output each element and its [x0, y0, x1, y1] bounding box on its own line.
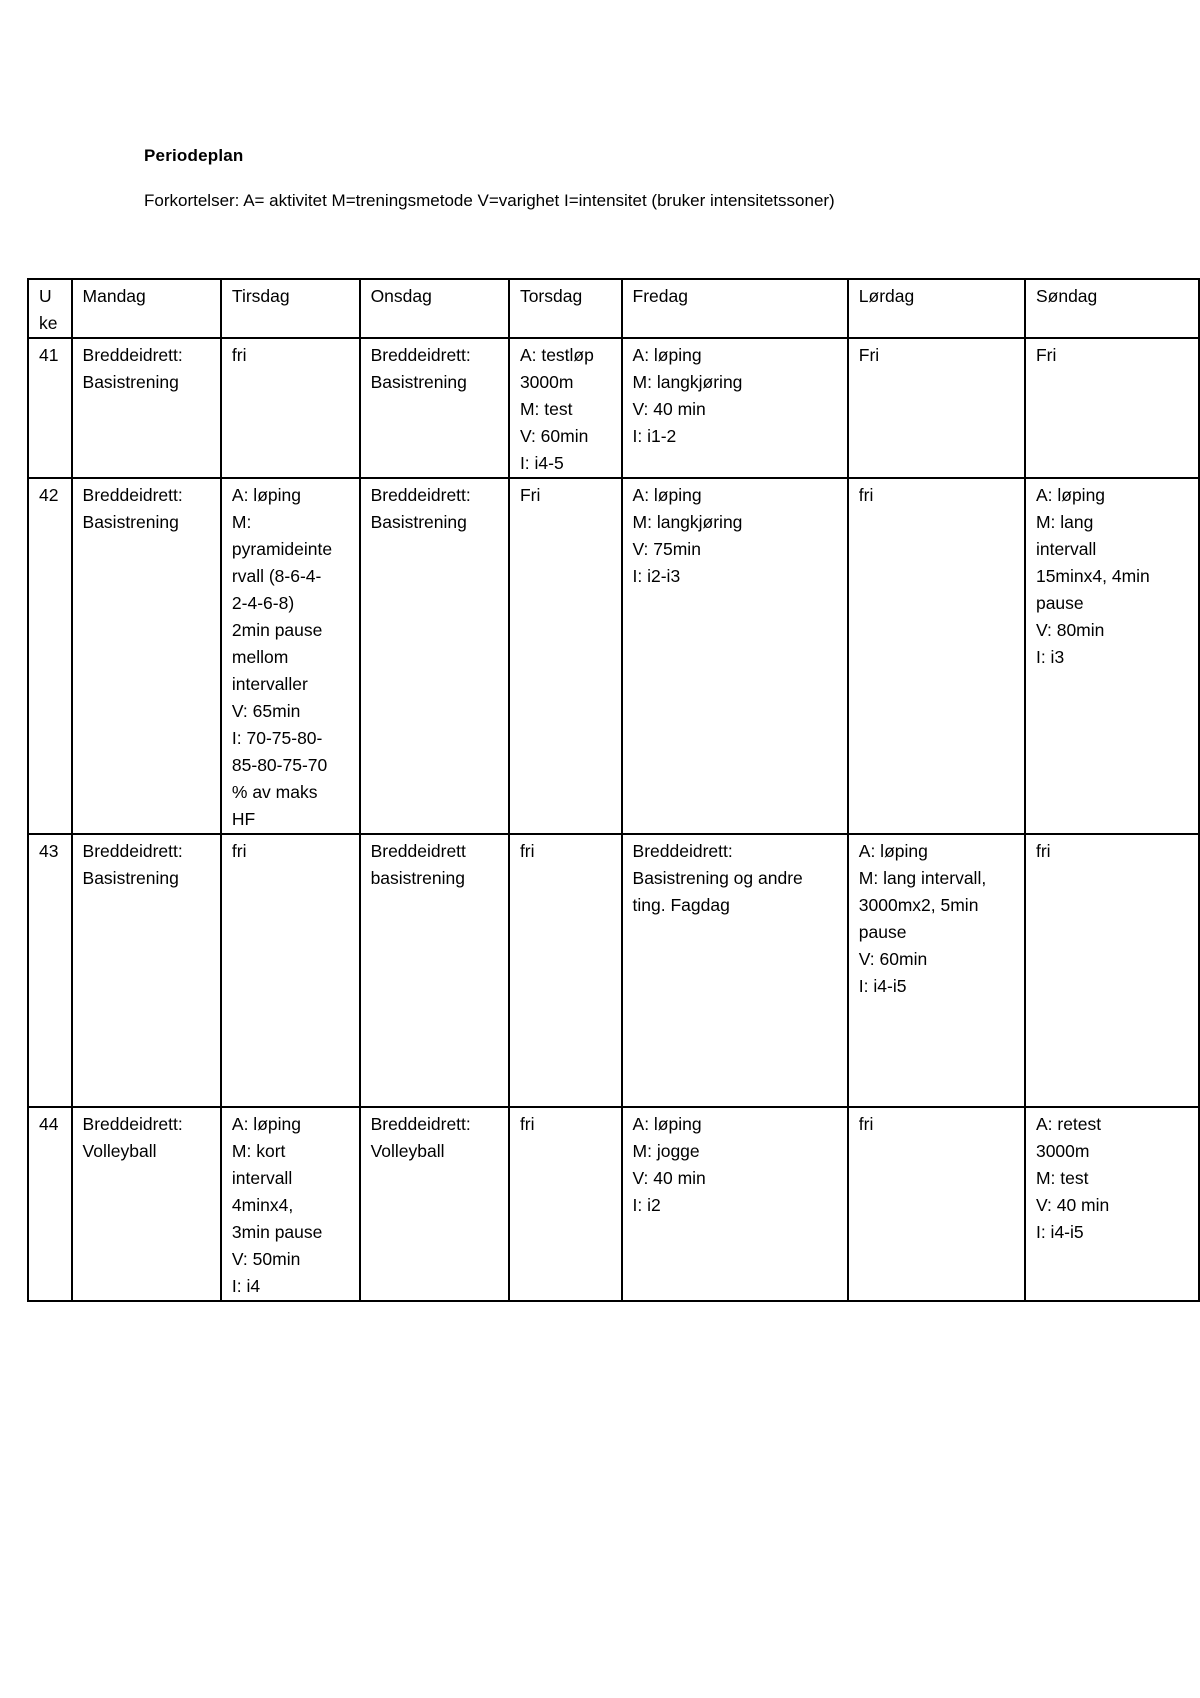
cell-wednesday	[360, 1107, 509, 1301]
cell-line: ting. Fagdag	[632, 895, 730, 915]
cell-line: Breddeidrett	[370, 841, 466, 861]
cell-wednesday	[360, 834, 509, 1107]
cell-line: A: løping	[231, 1114, 301, 1134]
cell-line: I: i2-i3	[632, 566, 681, 586]
cell-thursday	[509, 1107, 622, 1301]
cell-saturday	[848, 338, 1025, 478]
cell-line: intervaller	[231, 674, 308, 694]
table-row	[28, 834, 1199, 1107]
cell-line: V: 75min	[632, 539, 701, 559]
cell-line: A: løping	[632, 345, 702, 365]
cell-friday	[622, 478, 848, 834]
cell-line: M: jogge	[632, 1141, 700, 1161]
cell-line: V: 50min	[231, 1249, 301, 1269]
cell-line: V: 40 min	[632, 399, 706, 419]
cell-line: Fri	[858, 345, 880, 365]
cell-line: A: løping	[231, 485, 301, 505]
cell-line: Fri	[1035, 345, 1057, 365]
period-plan-table	[27, 278, 1200, 1302]
cell-line: fri	[231, 345, 247, 365]
cell-line: intervall	[231, 1168, 293, 1188]
cell-line: rvall (8-6-4-	[231, 566, 322, 586]
cell-line: A: løping	[632, 1114, 702, 1134]
cell-line: Breddeidrett:	[370, 485, 471, 505]
cell-line: Volleyball	[82, 1141, 157, 1161]
week-number: 44	[39, 1114, 59, 1134]
day-label: Søndag	[1035, 286, 1098, 306]
header-cell-wednesday	[360, 279, 509, 338]
cell-tuesday	[221, 1107, 360, 1301]
header-cell-saturday	[848, 279, 1025, 338]
week-number-cell	[28, 478, 72, 834]
cell-line: A: retest	[1035, 1114, 1102, 1134]
cell-line: 3000mx2, 5min	[858, 895, 979, 915]
week-number-cell	[28, 1107, 72, 1301]
header-row	[28, 279, 1199, 338]
cell-line: 15minx4, 4min	[1035, 566, 1150, 586]
cell-line: Breddeidrett:	[82, 485, 183, 505]
cell-line: V: 60min	[858, 949, 928, 969]
cell-friday	[622, 338, 848, 478]
cell-line: Breddeidrett:	[82, 345, 183, 365]
cell-line: I: i4	[231, 1276, 261, 1296]
cell-line: HF	[231, 809, 256, 829]
cell-line: 2min pause	[231, 620, 323, 640]
cell-line: Breddeidrett:	[370, 1114, 471, 1134]
cell-line: fri	[519, 841, 535, 861]
cell-line: M:	[231, 512, 252, 532]
cell-line: V: 60min	[519, 426, 589, 446]
header-cell-week	[28, 279, 72, 338]
cell-thursday	[509, 834, 622, 1107]
cell-monday	[72, 478, 221, 834]
cell-line: Breddeidrett:	[82, 1114, 183, 1134]
cell-line: fri	[519, 1114, 535, 1134]
cell-tuesday	[221, 834, 360, 1107]
cell-line: mellom	[231, 647, 289, 667]
cell-line: M: kort	[231, 1141, 286, 1161]
cell-line: fri	[858, 485, 874, 505]
cell-monday	[72, 338, 221, 478]
header-cell-monday	[72, 279, 221, 338]
cell-line: intervall	[1035, 539, 1097, 559]
cell-line: 3000m	[519, 372, 574, 392]
cell-line: Volleyball	[370, 1141, 445, 1161]
cell-line: pause	[1035, 593, 1084, 613]
cell-line: % av maks	[231, 782, 318, 802]
cell-sunday	[1025, 1107, 1199, 1301]
page-title: Periodeplan	[144, 146, 244, 165]
header-cell-friday	[622, 279, 848, 338]
cell-line: I: i1-2	[632, 426, 677, 446]
cell-line: I: i4-5	[519, 453, 564, 473]
cell-monday	[72, 1107, 221, 1301]
cell-thursday	[509, 478, 622, 834]
cell-monday	[72, 834, 221, 1107]
day-label: Fredag	[632, 286, 688, 306]
header-cell-sunday	[1025, 279, 1199, 338]
cell-line: fri	[1035, 841, 1051, 861]
cell-wednesday	[360, 338, 509, 478]
week-number-cell	[28, 834, 72, 1107]
cell-wednesday	[360, 478, 509, 834]
cell-line: Basistrening	[82, 868, 179, 888]
abbreviations-text: Forkortelser: A= aktivitet M=treningsmetode V=varighet I=intensitet (bruker intensitetssoner)	[144, 191, 835, 210]
table-row	[28, 1107, 1199, 1301]
day-label: Lørdag	[858, 286, 915, 306]
cell-saturday	[848, 834, 1025, 1107]
cell-line: M: test	[1035, 1168, 1089, 1188]
cell-line: M: lang intervall,	[858, 868, 987, 888]
cell-line: I: 70-75-80-	[231, 728, 323, 748]
cell-tuesday	[221, 478, 360, 834]
cell-line: 3000m	[1035, 1141, 1090, 1161]
cell-line: Basistrening	[82, 512, 179, 532]
cell-line: fri	[231, 841, 247, 861]
day-label: Onsdag	[370, 286, 432, 306]
cell-thursday	[509, 338, 622, 478]
header-cell-tuesday	[221, 279, 360, 338]
cell-friday	[622, 834, 848, 1107]
week-number-cell	[28, 338, 72, 478]
cell-line: V: 40 min	[632, 1168, 706, 1188]
cell-saturday	[848, 478, 1025, 834]
cell-friday	[622, 1107, 848, 1301]
week-number: 42	[39, 485, 59, 505]
cell-sunday	[1025, 834, 1199, 1107]
cell-line: M: test	[519, 399, 573, 419]
cell-line: I: i4-i5	[858, 976, 907, 996]
cell-line: A: løping	[858, 841, 928, 861]
cell-line: Basistrening	[82, 372, 179, 392]
cell-line: V: 80min	[1035, 620, 1105, 640]
day-label: Mandag	[82, 286, 146, 306]
cell-line: M: langkjøring	[632, 512, 743, 532]
week-number: 43	[39, 841, 59, 861]
cell-line: 85-80-75-70	[231, 755, 328, 775]
cell-line: pyramideinte	[231, 539, 333, 559]
day-label: Torsdag	[519, 286, 583, 306]
cell-line: fri	[858, 1114, 874, 1134]
cell-sunday	[1025, 338, 1199, 478]
cell-line: V: 65min	[231, 701, 301, 721]
cell-tuesday	[221, 338, 360, 478]
cell-line: V: 40 min	[1035, 1195, 1110, 1215]
cell-line: Basistrening	[370, 512, 467, 532]
cell-line: I: i4-i5	[1035, 1222, 1084, 1242]
cell-saturday	[848, 1107, 1025, 1301]
cell-line: Basistrening	[370, 372, 467, 392]
table-row	[28, 478, 1199, 834]
cell-line: A: løping	[632, 485, 702, 505]
cell-line: A: løping	[1035, 485, 1106, 505]
cell-line: U	[39, 286, 52, 306]
day-label: Tirsdag	[231, 286, 290, 306]
cell-line: ke	[39, 313, 58, 333]
cell-line: A: testløp	[519, 345, 594, 365]
cell-line: 4minx4,	[231, 1195, 294, 1215]
cell-line: I: i2	[632, 1195, 661, 1215]
cell-line: Breddeidrett:	[82, 841, 183, 861]
cell-line: 3min pause	[231, 1222, 323, 1242]
cell-line: pause	[858, 922, 907, 942]
week-number: 41	[39, 345, 59, 365]
cell-line: M: langkjøring	[632, 372, 743, 392]
cell-line: Basistrening og andre	[632, 868, 803, 888]
cell-line: 2-4-6-8)	[231, 593, 295, 613]
cell-line: Breddeidrett:	[632, 841, 733, 861]
cell-line: M: lang	[1035, 512, 1094, 532]
cell-line: I: i3	[1035, 647, 1065, 667]
table-row	[28, 338, 1199, 478]
cell-line: Fri	[519, 485, 541, 505]
cell-sunday	[1025, 478, 1199, 834]
header-cell-thursday	[509, 279, 622, 338]
cell-line: basistrening	[370, 868, 465, 888]
cell-line: Breddeidrett:	[370, 345, 471, 365]
